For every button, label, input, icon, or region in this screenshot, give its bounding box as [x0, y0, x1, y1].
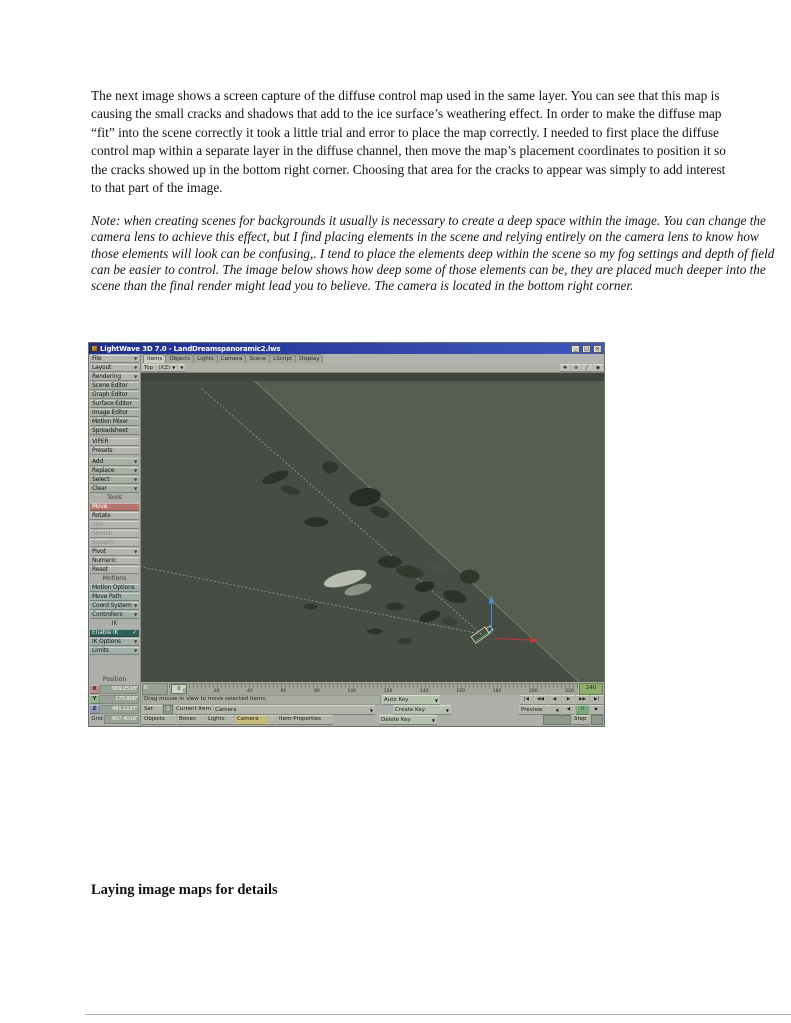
- limits-button[interactable]: Limits ▼: [92, 647, 137, 654]
- grid-value-field: 907.4018": [104, 715, 139, 724]
- grid-label: Grid: [91, 716, 103, 722]
- coord-system-button[interactable]: Coord System ▼: [92, 602, 137, 609]
- goto-end-button[interactable]: ▶|: [590, 695, 603, 705]
- frame-slider[interactable]: 0: [171, 684, 187, 694]
- clear-button[interactable]: Clear ▼: [92, 485, 137, 492]
- spreadsheet-button[interactable]: Spreadsheet: [90, 427, 139, 435]
- motions-section-label: Motions: [102, 575, 127, 582]
- z-axis-label: Z: [90, 705, 99, 714]
- page-bottom-edge: [85, 1014, 791, 1015]
- motion-mixer-button[interactable]: Motion Mixer: [90, 418, 139, 426]
- x-position-row: [90, 685, 139, 694]
- tab-lscript[interactable]: LScript: [269, 354, 296, 363]
- select-button[interactable]: Select ▼: [92, 476, 137, 483]
- rotate-tool-button[interactable]: Rotate: [90, 512, 139, 520]
- squash-tool-button: Squash: [90, 539, 139, 547]
- current-frame-field[interactable]: 0: [142, 683, 168, 695]
- paragraph-diffuse-map: The next image shows a screen capture of the diffuse control map used in the same layer. You can see that this map is causing the small cracks and shadows that add to the ice surface’s weathering effect. In order to make the diffuse map “fit” into the scene correctly it took a little trial and error to place the map correctly. I needed to first place the diffuse control map within a separate layer in the diffuse channel, then move the map’s placement coordinates to position it so the cracks showed up in the bottom right corner. Choosing that area for the cracks to appear was simply to add interest to that part of the image.: [91, 88, 726, 196]
- bottom-bar: [141, 682, 604, 726]
- chevron-down-icon: ▼: [134, 468, 137, 473]
- tab-lights[interactable]: Lights: [193, 354, 218, 363]
- auto-key-button[interactable]: Auto Key ▼: [382, 695, 440, 705]
- grid-row: [90, 715, 139, 724]
- objects-button[interactable]: Objects: [142, 715, 176, 725]
- graph-editor-button[interactable]: Graph Editor: [90, 391, 139, 399]
- chevron-down-icon: ▼: [134, 477, 137, 482]
- magnifier-icon[interactable]: ◉: [593, 364, 603, 372]
- y-position-field[interactable]: 173.806": [99, 695, 139, 704]
- tab-camera[interactable]: Camera: [217, 354, 247, 363]
- next-keyframe-button[interactable]: ▶▶: [576, 695, 589, 705]
- reset-button[interactable]: Reset: [90, 566, 139, 574]
- chevron-down-icon: ▼: [134, 365, 137, 370]
- minimize-button[interactable]: _: [571, 345, 580, 353]
- chevron-down-icon: ▼: [431, 717, 435, 723]
- bones-button[interactable]: Bones: [177, 715, 205, 725]
- motion-options-button[interactable]: Motion Options: [90, 584, 139, 592]
- close-button[interactable]: ×: [593, 345, 602, 353]
- move-path-button[interactable]: Move Path: [90, 593, 139, 601]
- set-count-field[interactable]: 1: [163, 705, 173, 715]
- move-tool-button[interactable]: Move: [90, 503, 139, 511]
- chevron-down-icon: ▼: [369, 707, 373, 713]
- play-button[interactable]: ▶: [590, 705, 603, 715]
- sidebar: [89, 354, 141, 726]
- view-axis-dropdown[interactable]: (XZ) ▼: [158, 364, 176, 371]
- zoom-icon[interactable]: ⊕: [571, 364, 581, 372]
- scene-editor-button[interactable]: Scene Editor: [90, 382, 139, 390]
- set-button[interactable]: Set: [142, 705, 162, 715]
- timeline-ticks: 0 20 40 60 80 100 120 140 160 180 200 220: [183, 689, 574, 694]
- item-type-row: [142, 715, 603, 725]
- chevron-down-icon: ▼: [172, 364, 176, 370]
- section-heading: Laying image maps for details: [91, 882, 278, 898]
- add-button[interactable]: Add ▼: [92, 458, 137, 465]
- prev-frame-button[interactable]: ◀: [548, 695, 561, 705]
- current-item-dropdown[interactable]: Camera ▼: [213, 705, 375, 715]
- enable-ik-button[interactable]: Enable IK ✓: [92, 629, 137, 636]
- step-label: Step: [572, 715, 590, 725]
- chevron-down-icon: ▼: [134, 374, 137, 379]
- paragraph-note: Note: when creating scenes for backgrounds it usually is necessary to create a deep space within the image. You can change the camera lens to achieve this effect, but I find placing elements in the scene and relying entirely on the camera lens to know how those elements will look can be confusing,. I tend to place the elements deep within the scene so my fog settings and depth of field can be easier to control. The image below shows how deep some of those elements can be, they are placed much deeper into the scene than the final render might lead you to believe. The camera is located in the bottom right corner.: [91, 213, 775, 294]
- numeric-button[interactable]: Numeric: [90, 557, 139, 565]
- timeline-ruler[interactable]: [169, 683, 578, 695]
- chevron-down-icon: ▼: [434, 697, 438, 703]
- z-position-row: [90, 705, 139, 714]
- tab-objects[interactable]: Objects: [165, 354, 194, 363]
- menu-layout[interactable]: Layout ▼: [92, 364, 137, 371]
- viewport-top-view[interactable]: [141, 373, 604, 682]
- play-reverse-button[interactable]: ◀: [562, 705, 575, 715]
- preview-dropdown[interactable]: Preview ▼: [519, 705, 561, 715]
- tab-display[interactable]: Display: [295, 354, 323, 363]
- controllers-button[interactable]: Controllers ▼: [92, 611, 137, 618]
- chevron-down-icon: ▼: [555, 707, 559, 713]
- chevron-down-icon: ▼: [134, 486, 137, 491]
- y-axis-label: Y: [90, 695, 99, 704]
- lights-button[interactable]: Lights: [206, 715, 234, 725]
- chevron-down-icon: ▼: [134, 648, 137, 653]
- viper-button[interactable]: VIPER: [90, 438, 139, 446]
- prev-keyframe-button[interactable]: ◀◀: [534, 695, 547, 705]
- chevron-down-icon: ▼: [445, 707, 449, 713]
- chevron-down-icon: ▼: [134, 356, 137, 361]
- tab-scene[interactable]: Scene: [245, 354, 270, 363]
- rotate-view-icon[interactable]: ╱: [582, 364, 592, 372]
- create-key-button[interactable]: Create Key ▼: [393, 705, 451, 715]
- image-editor-button[interactable]: Image Editor: [90, 409, 139, 417]
- viewport-scene: [141, 373, 604, 682]
- pivot-button[interactable]: Pivot ▼: [92, 548, 137, 555]
- y-position-row: [90, 695, 139, 704]
- app-icon: [91, 345, 98, 352]
- preview-range-field[interactable]: [543, 715, 571, 725]
- next-frame-button[interactable]: ▶: [562, 695, 575, 705]
- window-title: LightWave 3D 7.0 - LandDreamspanoramic2.lws: [100, 344, 281, 353]
- view-type-dropdown[interactable]: Top: [144, 364, 154, 371]
- stretch-tool-button: Stretch: [90, 530, 139, 538]
- maximize-button[interactable]: □: [582, 345, 591, 353]
- menu-rendering[interactable]: Rendering ▼: [92, 373, 137, 380]
- delete-key-button[interactable]: Delete Key ▼: [379, 715, 437, 725]
- surface-editor-button[interactable]: Surface Editor: [90, 400, 139, 408]
- current-item-row: [142, 705, 603, 715]
- chevron-down-icon: ▼: [180, 364, 184, 370]
- title-bar: [89, 343, 604, 354]
- window-body: [89, 354, 604, 726]
- z-position-field[interactable]: 481.1197": [99, 705, 139, 714]
- chevron-down-icon: ▼: [134, 612, 137, 617]
- status-row: [142, 695, 603, 705]
- timeline-row: [142, 682, 603, 695]
- replace-button[interactable]: Replace ▼: [92, 467, 137, 474]
- x-axis-label: X: [90, 685, 99, 694]
- step-value-field[interactable]: [591, 715, 603, 725]
- goto-start-button[interactable]: |◀: [520, 695, 533, 705]
- chevron-down-icon: ▼: [134, 459, 137, 464]
- item-properties-button[interactable]: Item Properties: [277, 715, 333, 725]
- size-tool-button: Size: [90, 521, 139, 529]
- status-message: Drag mouse in view to move selected items.: [142, 695, 381, 705]
- chevron-down-icon: ▼: [134, 639, 137, 644]
- item-toggle-button[interactable]: [268, 715, 276, 725]
- ik-options-button[interactable]: IK Options ▼: [92, 638, 137, 645]
- lightwave-window: [88, 342, 605, 727]
- presets-button[interactable]: Presets: [90, 447, 139, 455]
- end-frame-field[interactable]: 240: [579, 683, 603, 695]
- chevron-down-icon: ▼: [134, 603, 137, 608]
- pause-button[interactable]: II: [576, 705, 589, 715]
- check-icon: ✓: [132, 629, 137, 636]
- current-item-label: Current Item: [174, 705, 212, 715]
- tab-items[interactable]: Items: [143, 354, 166, 363]
- main-column: [141, 354, 604, 726]
- pan-icon[interactable]: ✚: [560, 364, 570, 372]
- tools-section-label: Tools: [107, 494, 122, 501]
- menu-file[interactable]: File ▼: [92, 355, 137, 362]
- position-label: Position: [102, 676, 127, 683]
- chevron-down-icon: ▼: [134, 549, 137, 554]
- camera-button[interactable]: Camera: [235, 715, 267, 725]
- ik-section-label: IK: [111, 620, 118, 627]
- viewport-header: [141, 363, 604, 373]
- tab-bar: [141, 354, 604, 363]
- x-position-field[interactable]: 969.2518": [99, 685, 139, 694]
- view-mode-dropdown[interactable]: [178, 364, 185, 372]
